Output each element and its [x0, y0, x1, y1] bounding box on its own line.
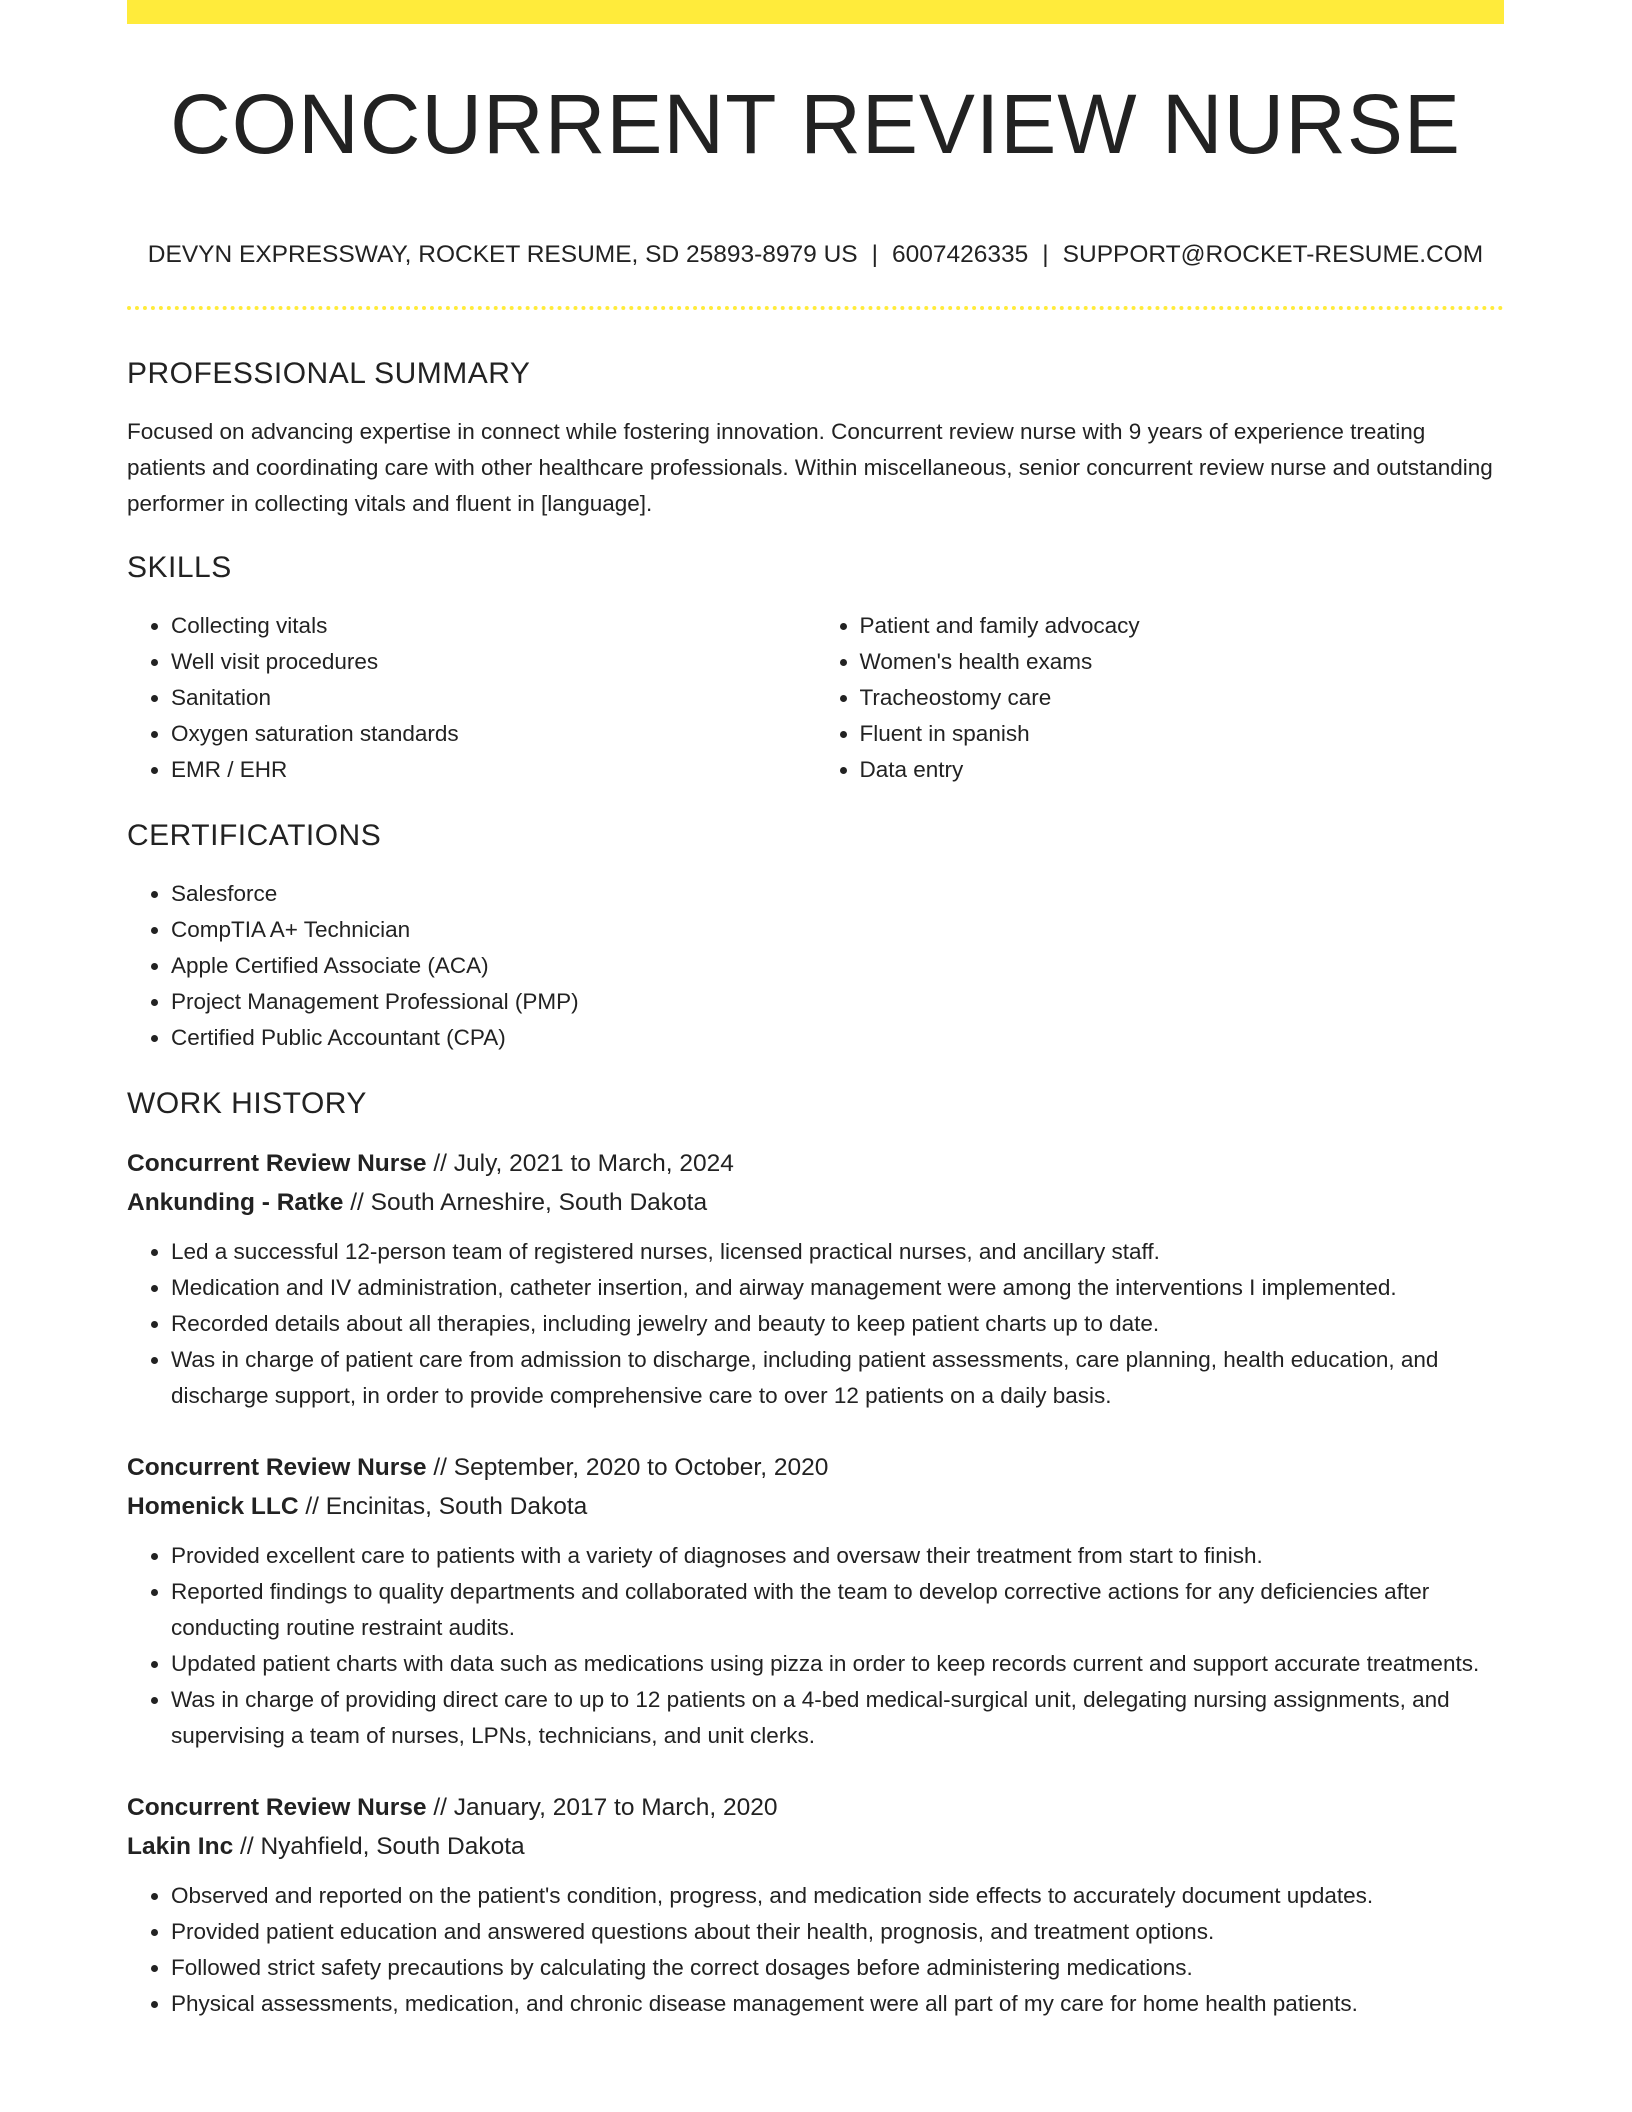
contact-address: DEVYN EXPRESSWAY, ROCKET RESUME, SD 25893-8979 US [147, 241, 858, 268]
certification-item: • Salesforce [171, 876, 1504, 912]
skill-item: • Well visit procedures [171, 644, 816, 680]
skills-grid [127, 608, 1504, 788]
job-separator: // [426, 1454, 454, 1481]
skill-item: • Oxygen saturation standards [171, 716, 816, 752]
job-dates: January, 2017 to March, 2020 [453, 1794, 778, 1821]
job-company: Lakin Inc [127, 1833, 234, 1860]
job-entry [127, 1144, 1504, 1414]
candidate-title: CONCURRENT REVIEW NURSE [170, 77, 1461, 171]
certification-item: • Certified Public Accountant (CPA) [171, 1020, 1504, 1056]
skill-item: • Tracheostomy care [860, 680, 1505, 716]
job-dates: July, 2021 to March, 2024 [453, 1150, 734, 1177]
job-dates: September, 2020 to October, 2020 [453, 1454, 829, 1481]
skills-heading: SKILLS [127, 551, 232, 584]
contact-separator: | [1042, 241, 1049, 268]
contact-phone: 6007426335 [892, 241, 1029, 268]
contact-separator: | [871, 241, 879, 268]
job-company-line [127, 1487, 1504, 1526]
skill-item: • Sanitation [171, 680, 816, 716]
job-location: Nyahfield, South Dakota [260, 1833, 525, 1860]
job-separator: // [426, 1794, 454, 1821]
certifications-list [127, 876, 1504, 1056]
skills-list-right [816, 608, 1505, 788]
accent-top-bar [127, 0, 1504, 24]
job-bullet: • Led a successful 12-person team of registered nurses, licensed practical nurses, and ancillary staff. [171, 1234, 1504, 1270]
job-bullet: • Updated patient charts with data such as medications using pizza in order to keep records current and support accurate treatments. [171, 1646, 1504, 1682]
job-location: South Arneshire, South Dakota [370, 1189, 708, 1216]
job-company-line [127, 1183, 1504, 1222]
job-role: Concurrent Review Nurse [127, 1150, 427, 1177]
job-company-line [127, 1827, 1504, 1866]
certification-item: • Apple Certified Associate (ACA) [171, 948, 1504, 984]
job-bullet: • Recorded details about all therapies, including jewelry and beauty to keep patient charts up to date. [171, 1306, 1504, 1342]
job-bullet: • Provided excellent care to patients with a variety of diagnoses and oversaw their treatment from start to finish. [171, 1538, 1504, 1574]
job-bullet: • Reported findings to quality departments and collaborated with the team to develop corrective actions for any deficiencies after conducting routine restraint audits. [171, 1574, 1504, 1646]
job-role: Concurrent Review Nurse [127, 1794, 427, 1821]
dotted-divider [127, 306, 1504, 310]
job-company: Ankunding - Ratke [127, 1189, 344, 1216]
skill-item: • Women's health exams [860, 644, 1505, 680]
job-separator: // [233, 1833, 261, 1860]
job-separator: // [426, 1150, 454, 1177]
certification-item: • CompTIA A+ Technician [171, 912, 1504, 948]
skill-item: • Patient and family advocacy [860, 608, 1505, 644]
job-title-line [127, 1144, 1504, 1183]
contact-line [127, 238, 1504, 272]
certification-item: • Project Management Professional (PMP) [171, 984, 1504, 1020]
job-title-line [127, 1788, 1504, 1827]
job-bullets [127, 1878, 1504, 2022]
job-bullet: • Provided patient education and answered questions about their health, prognosis, and treatment options. [171, 1914, 1504, 1950]
job-bullets [127, 1538, 1504, 1754]
job-bullet: • Was in charge of patient care from admission to discharge, including patient assessments, care planning, health education, and discharge support, in order to provide comprehensive care to over 12 patients on a daily basis. [171, 1342, 1504, 1414]
job-bullet: • Followed strict safety precautions by calculating the correct dosages before administering medications. [171, 1950, 1504, 1986]
job-role: Concurrent Review Nurse [127, 1454, 427, 1481]
skill-item: • Data entry [860, 752, 1505, 788]
contact-email: SUPPORT@ROCKET-RESUME.COM [1062, 241, 1484, 268]
job-bullet: • Medication and IV administration, catheter insertion, and airway management were among the interventions I implemented. [171, 1270, 1504, 1306]
summary-heading: PROFESSIONAL SUMMARY [127, 357, 531, 390]
certifications-heading: CERTIFICATIONS [127, 819, 382, 852]
job-entry [127, 1788, 1504, 2022]
skill-item: • Fluent in spanish [860, 716, 1505, 752]
job-bullet: • Physical assessments, medication, and chronic disease management were all part of my care for home health patients. [171, 1986, 1504, 2022]
resume-body [127, 356, 1504, 2056]
summary-text: Focused on advancing expertise in connect while fostering innovation. Concurrent review nurse with 9 years of experience treating patients and coordinating care with other healthcare professionals. Within miscellaneous, senior concurrent review nurse and outstanding performer in collecting vitals and fluent in [language]. [127, 419, 1493, 516]
skill-item: • EMR / EHR [171, 752, 816, 788]
job-bullets [127, 1234, 1504, 1414]
skill-item: • Collecting vitals [171, 608, 816, 644]
job-separator: // [298, 1493, 326, 1520]
skills-list-left [127, 608, 816, 788]
job-bullet: • Was in charge of providing direct care to up to 12 patients on a 4-bed medical-surgical unit, delegating nursing assignments, and supervising a team of nurses, LPNs, technicians, and unit clerks. [171, 1682, 1504, 1754]
job-title-line [127, 1448, 1504, 1487]
job-company: Homenick LLC [127, 1493, 299, 1520]
work-history-heading: WORK HISTORY [127, 1087, 367, 1120]
job-location: Encinitas, South Dakota [325, 1493, 588, 1520]
job-entry [127, 1448, 1504, 1754]
job-bullet: • Observed and reported on the patient's condition, progress, and medication side effects to accurately document updates. [171, 1878, 1504, 1914]
job-separator: // [343, 1189, 371, 1216]
